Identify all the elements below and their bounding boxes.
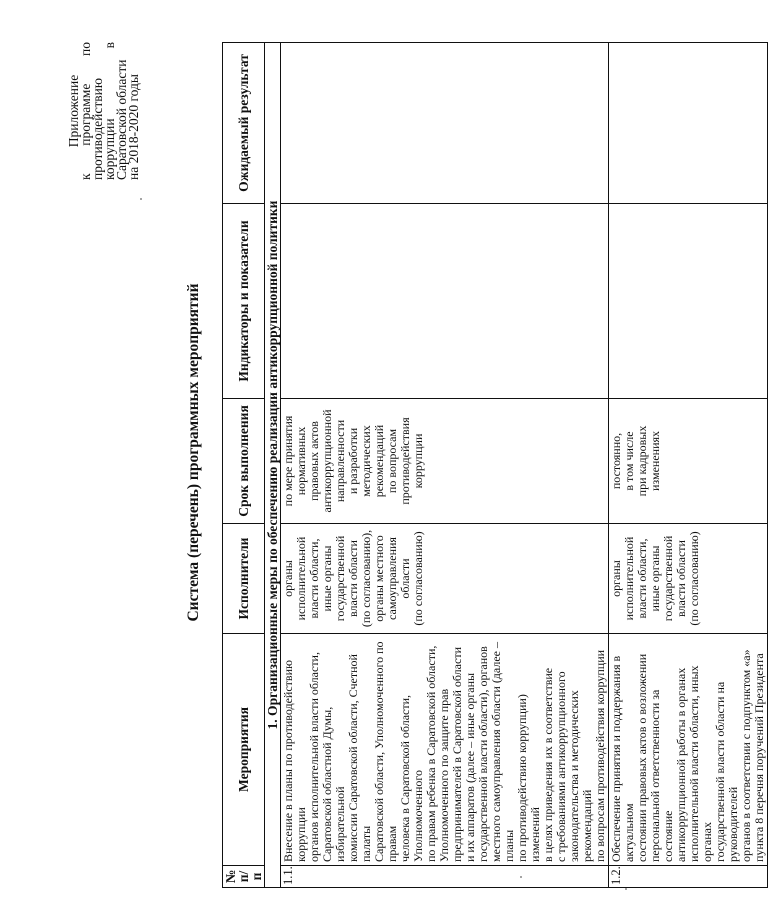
table-header-row (223, 43, 265, 888)
indicators-cell (609, 204, 768, 399)
measure-line: и их аппаратов (далее – иные органы (463, 672, 477, 862)
executor-line: иные органы (320, 545, 334, 612)
executor-line: власти области, (635, 538, 649, 619)
header-num: № п/п (223, 866, 265, 888)
measure-line: Саратовской области, Уполномоченного по правам (372, 641, 399, 862)
table-row (609, 43, 768, 888)
deadline-line: при кадровых (635, 425, 649, 497)
measure-line: органов в соответствии с подпунктом «а» (739, 649, 753, 862)
indicators-cell (281, 204, 609, 399)
executor-line: государственной (333, 535, 347, 622)
measure-line: Уполномоченного по защите прав (437, 688, 451, 862)
deadline-line: рекомендаций (372, 424, 386, 498)
result-cell (609, 43, 768, 204)
section-row (265, 43, 281, 888)
executor-line: власти области, (307, 538, 321, 619)
measure-cell (609, 634, 768, 866)
executor-line: (по согласованию) (411, 531, 425, 626)
row-number: 1.2. (609, 866, 768, 888)
deadline-line: противодействия (398, 417, 412, 505)
header-measures: Мероприятия (223, 634, 265, 866)
measure-line: предпринимателей в Саратовской области (450, 647, 464, 862)
deadline-line: по вопросам (385, 428, 399, 494)
header-result: Ожидаемый результат (223, 43, 265, 204)
scan-speck (140, 198, 142, 200)
executor-line: (по согласованию), (359, 529, 373, 628)
measure-line: Саратовской областной Думы, избирательной (320, 706, 347, 862)
result-cell (281, 43, 609, 204)
measure-line: персональной ответственности за состояние (648, 689, 675, 862)
scan-speck (520, 876, 522, 878)
measure-line: состоянии правовых актов о возложении (635, 653, 649, 862)
measure-line: пункта 8 перечня поручений Президента (752, 653, 766, 862)
header-executors: Исполнители (223, 524, 265, 634)
measure-line: Внесение в планы по противодействию коррупции (281, 660, 308, 862)
measure-line: местного самоуправления области (далее – планы (489, 642, 516, 862)
deadline-line: в том числе (622, 431, 636, 491)
deadline-cell (609, 399, 768, 524)
executor-line: (по согласованию) (687, 531, 701, 626)
deadline-line: и разработки (346, 427, 360, 495)
measure-line: Обеспечение принятия и поддержания в актуальном (609, 655, 636, 862)
executors-cell (281, 524, 609, 634)
measure-line: органов исполнительной власти области, (307, 652, 321, 862)
measures-table (222, 42, 768, 888)
deadline-line: постоянно, (609, 432, 623, 490)
measure-line: с требованиями антикоррупционного (554, 671, 568, 862)
executor-line: области (398, 558, 412, 599)
deadline-line: нормативных (294, 426, 308, 496)
deadline-line: направленности (333, 419, 347, 503)
deadline-line: коррупции (411, 433, 425, 489)
measure-line: по вопросам противодействия коррупции (593, 649, 607, 862)
executor-line: органы (609, 560, 623, 597)
measure-line: по противодействию коррупции) изменений (515, 694, 542, 862)
deadline-line: методических (359, 425, 373, 497)
executor-line: государственной (661, 535, 675, 622)
measure-cell (281, 634, 609, 866)
measure-line: антикоррупционной работы в органах (674, 667, 688, 862)
appendix-block (68, 42, 140, 180)
deadline-line: антикоррупционной (320, 409, 334, 513)
executor-line: самоуправления (385, 537, 399, 620)
measure-line: исполнительной власти области, иных органах (687, 665, 714, 862)
row-number: 1.1. (281, 866, 609, 888)
measure-line: законодательства и методических рекомендаций (567, 690, 594, 862)
measure-line: комиссии Саратовской области, Счетной палаты (346, 654, 373, 862)
appendix-text (80, 42, 140, 180)
measure-line: государственной власти области на руководителей (713, 681, 740, 862)
executor-line: исполнительной (294, 536, 308, 621)
header-deadline: Срок выполнения (223, 399, 265, 524)
appendix-line: коррупции в Саратовской области (102, 42, 129, 180)
scan-speck (625, 888, 627, 890)
deadline-line: изменениях (648, 430, 662, 492)
measure-line: человека в Саратовской области, Уполномоченного (398, 694, 425, 862)
table-row (281, 43, 609, 888)
executor-line: исполнительной (622, 536, 636, 621)
executor-line: власти области (674, 540, 688, 617)
appendix-line: к программе по противодействию (78, 42, 105, 180)
section-heading: 1. Организационные меры по обеспечению реализации антикоррупционной политики (265, 43, 281, 888)
document-title: Система (перечень) программных мероприятий (185, 283, 202, 622)
header-indicators: Индикаторы и показатели (223, 204, 265, 399)
executor-line: власти области (346, 540, 360, 617)
measure-line: в целях приведения их в соответствие (541, 667, 555, 862)
executors-cell (609, 524, 768, 634)
deadline-line: правовых актов (307, 421, 321, 501)
measure-line: по правам ребенка в Саратовской области, (424, 645, 438, 862)
measure-line: государственной власти области), органов (476, 646, 490, 862)
appendix-heading: Приложение (66, 74, 81, 148)
executor-line: органы (281, 560, 295, 597)
deadline-line: по мере принятия (281, 415, 295, 507)
appendix-line: на 2018-2020 годы (126, 74, 141, 180)
executor-line: иные органы (648, 545, 662, 612)
deadline-cell (281, 399, 609, 524)
executor-line: органы местного (372, 535, 386, 622)
